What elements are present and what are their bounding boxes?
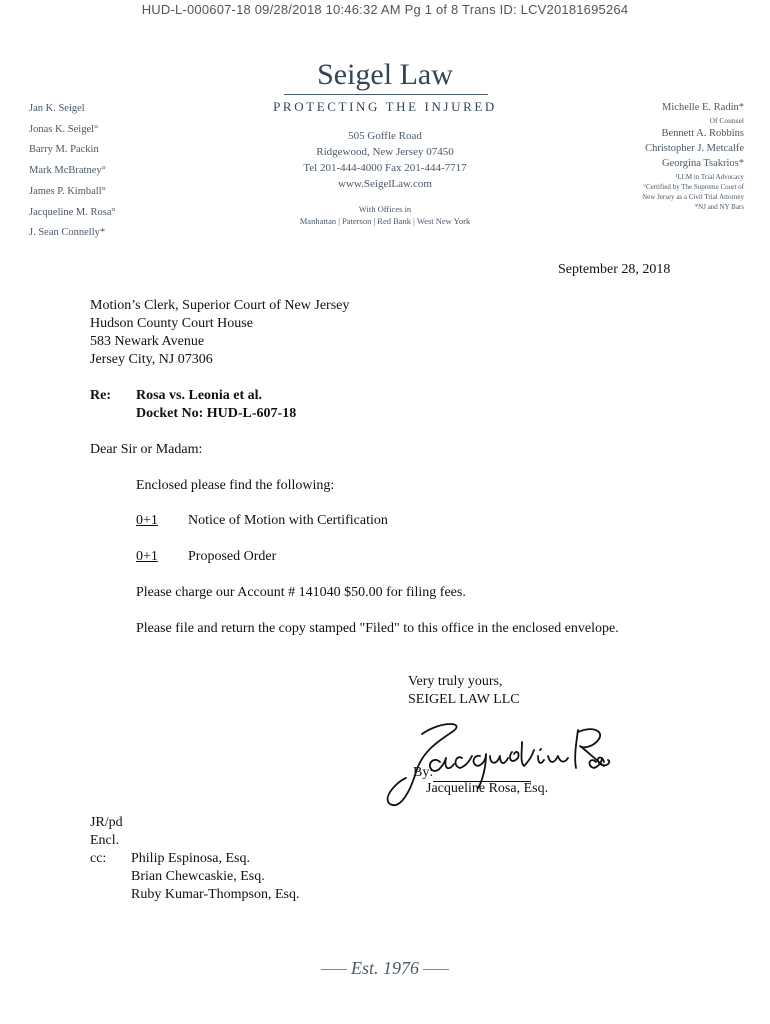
filing-stamp: HUD-L-000607-18 09/28/2018 10:46:32 AM Pg 1 of 8 Trans ID: LCV20181695264 [141, 2, 629, 17]
attorney-name: Barry M. Packin [29, 144, 99, 156]
enclosure-intro: Enclosed please find the following: [136, 478, 335, 493]
credential-note: ¹LLM in Trial Advocacy [675, 173, 744, 181]
phone-fax: Tel 201-444-4000 Fax 201-444-7717 [303, 162, 467, 174]
firm-tagline: PROTECTING THE INJURED [273, 99, 497, 114]
closing-block [408, 673, 520, 709]
address-street: 505 Goffle Road [348, 130, 422, 142]
attorney-name: Bennett A. Robbins [661, 128, 744, 139]
attorney-name: Jonas K. Seigel° [29, 123, 99, 135]
attorney-name: Jan K. Seigel [29, 103, 85, 114]
filing-instructions: Please file and return the copy stamped "Filed" to this office in the enclosed envelope. [136, 621, 619, 636]
firm-signature: SEIGEL LAW LLC [408, 692, 520, 707]
reference-initials: JR/pd [90, 815, 123, 830]
letterhead-divider [284, 94, 488, 95]
recipient-line: Jersey City, NJ 07306 [90, 352, 213, 367]
enclosure-notation: Encl. [90, 833, 120, 848]
of-counsel-label: Of Counsel [709, 116, 744, 125]
firm-name: Seigel Law [317, 58, 453, 91]
cc-recipient: Philip Espinosa, Esq. [131, 851, 251, 866]
established-mark [0, 958, 770, 979]
by-label: By: [413, 765, 434, 780]
signer-name: Jacqueline Rosa, Esq. [426, 781, 549, 796]
ornament-dash [321, 969, 347, 970]
offices-list: Manhattan | Paterson | Red Bank | West New York [299, 216, 471, 226]
address-city: Ridgewood, New Jersey 07450 [316, 146, 454, 158]
fee-charge-line: Please charge our Account # 141040 $50.00 for filing fees. [136, 585, 466, 600]
re-subject [136, 387, 296, 423]
attorney-name: James P. Kimball° [29, 185, 106, 197]
enclosure-qty: 0+1 [136, 549, 158, 564]
case-name: Rosa vs. Leonia et al. [136, 388, 262, 403]
established-text: Est. 1976 [350, 958, 419, 978]
credential-note: *NJ and NY Bars [694, 203, 744, 211]
cc-recipient: Ruby Kumar-Thompson, Esq. [131, 887, 300, 902]
cc-recipient: Brian Chewcaskie, Esq. [131, 869, 265, 884]
enclosure-item [136, 512, 388, 530]
attorney-name: J. Sean Connelly* [29, 227, 106, 239]
attorney-name: Michelle E. Radin* [662, 102, 744, 113]
credential-note: New Jersey as a Civil Trial Attorney [642, 193, 744, 201]
letter-date: September 28, 2018 [558, 262, 671, 277]
attorney-list-right [642, 100, 744, 212]
enclosure-qty: 0+1 [136, 513, 158, 528]
recipient-line: Hudson County Court House [90, 316, 253, 331]
attorney-name: Mark McBratney° [29, 165, 106, 177]
complimentary-close: Very truly yours, [408, 674, 503, 689]
salutation: Dear Sir or Madam: [90, 442, 203, 457]
cc-list [131, 850, 300, 904]
ornament-dash [423, 969, 449, 970]
attorney-list-left [29, 99, 116, 244]
reference-block [90, 814, 123, 850]
recipient-address [90, 297, 349, 369]
enclosure-item [136, 548, 276, 566]
recipient-line: 583 Newark Avenue [90, 334, 205, 349]
enclosure-desc: Proposed Order [188, 549, 277, 564]
website-link[interactable]: www.SeigelLaw.com [338, 178, 432, 190]
enclosure-desc: Notice of Motion with Certification [188, 513, 388, 528]
docket-number: Docket No: HUD-L-607-18 [136, 406, 297, 421]
attorney-name: Christopher J. Metcalfe [645, 143, 744, 154]
offices-label: With Offices in [358, 204, 412, 214]
re-label: Re: [90, 388, 111, 403]
credential-note: °Certified by The Supreme Court of [643, 183, 744, 191]
attorney-name: Jacqueline M. Rosa° [29, 206, 116, 218]
credential-notes [642, 172, 744, 212]
attorney-name: Georgina Tsakrios* [662, 158, 744, 169]
recipient-line: Motion’s Clerk, Superior Court of New Jersey [90, 298, 350, 313]
cc-label: cc: [90, 851, 107, 866]
